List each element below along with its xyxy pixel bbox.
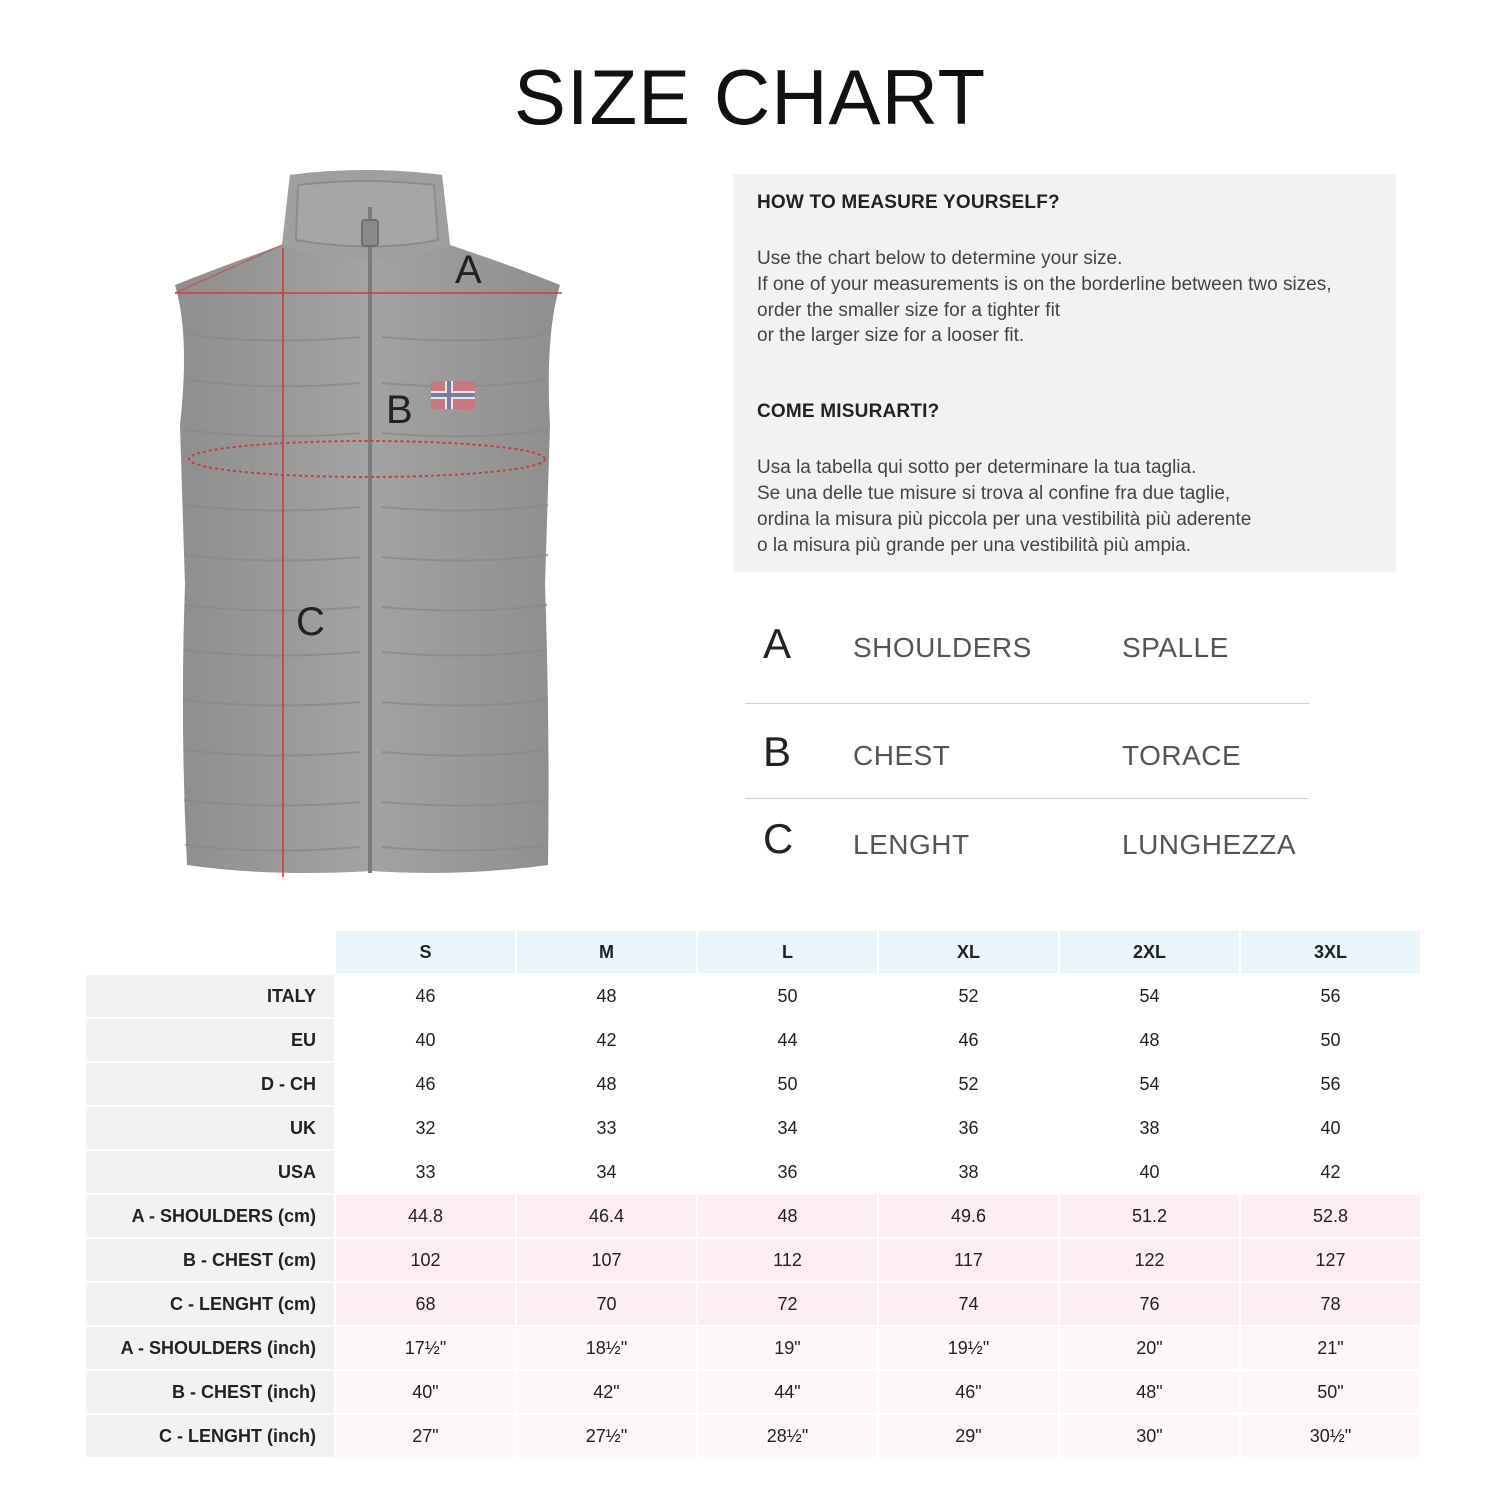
table-cell: 38: [958, 1161, 979, 1182]
table-cell: 30": [1060, 1415, 1239, 1457]
table-cell: 34: [596, 1161, 617, 1182]
measure-heading-it: COME MISURARTI?: [757, 401, 940, 423]
row-label: EU: [86, 1019, 334, 1061]
table-cell: 40: [1320, 1117, 1341, 1138]
table-cell: 34: [777, 1117, 798, 1138]
table-row: [86, 1239, 1420, 1281]
table-cell: 46.4: [517, 1195, 696, 1237]
table-cell: 42: [596, 1029, 617, 1050]
diagram-label-c: C: [296, 600, 325, 644]
table-cell: 54: [1139, 985, 1160, 1006]
row-label: C - LENGHT (cm): [86, 1283, 334, 1325]
table-cell: 29": [879, 1415, 1058, 1457]
diagram-label-a: A: [455, 248, 482, 292]
table-cell: 52: [958, 985, 979, 1006]
measurement-legend: [745, 600, 1309, 889]
size-header: L: [698, 931, 877, 973]
size-table: [84, 929, 1422, 1459]
table-cell: 19½": [879, 1327, 1058, 1369]
table-row: [86, 1151, 1420, 1193]
size-header: XL: [879, 931, 1058, 973]
table-cell: 30½": [1241, 1415, 1420, 1457]
legend-row-c: [745, 799, 1309, 889]
table-cell: 27½": [517, 1415, 696, 1457]
table-cell: 50: [1320, 1029, 1341, 1050]
row-label: D - CH: [86, 1063, 334, 1105]
table-cell: 42": [517, 1371, 696, 1413]
row-label: B - CHEST (inch): [86, 1371, 334, 1413]
legend-en: SHOULDERS: [853, 632, 1032, 663]
table-cell: 46: [415, 1073, 436, 1094]
table-row: [86, 1195, 1420, 1237]
measure-instructions: [733, 174, 1396, 572]
table-row: [86, 1415, 1420, 1457]
diagram-label-b: B: [386, 388, 413, 432]
row-label: A - SHOULDERS (inch): [86, 1327, 334, 1369]
table-cell: 38: [1139, 1117, 1160, 1138]
table-cell: 76: [1060, 1283, 1239, 1325]
legend-it: LUNGHEZZA: [1122, 829, 1297, 860]
table-cell: 48: [1139, 1029, 1160, 1050]
table-cell: 117: [879, 1239, 1058, 1281]
table-cell: 70: [517, 1283, 696, 1325]
table-cell: 52.8: [1241, 1195, 1420, 1237]
table-cell: 40": [336, 1371, 515, 1413]
table-cell: 52: [958, 1073, 979, 1094]
table-row: [86, 1283, 1420, 1325]
table-cell: 18½": [517, 1327, 696, 1369]
table-cell: 46: [415, 985, 436, 1006]
table-cell: 42: [1320, 1161, 1341, 1182]
table-cell: 48: [596, 1073, 617, 1094]
size-header: 3XL: [1241, 931, 1420, 973]
table-cell: 51.2: [1060, 1195, 1239, 1237]
table-cell: 40: [415, 1029, 436, 1050]
table-corner: [86, 931, 334, 973]
row-label: UK: [86, 1107, 334, 1149]
table-row: [86, 1063, 1420, 1105]
table-cell: 40: [1139, 1161, 1160, 1182]
table-cell: 74: [879, 1283, 1058, 1325]
row-label: B - CHEST (cm): [86, 1239, 334, 1281]
table-row: [86, 1371, 1420, 1413]
table-cell: 46: [958, 1029, 979, 1050]
size-header: 2XL: [1060, 931, 1239, 973]
size-header: S: [336, 931, 515, 973]
table-cell: 19": [698, 1327, 877, 1369]
legend-letter: C: [763, 815, 794, 862]
table-cell: 72: [698, 1283, 877, 1325]
table-cell: 27": [336, 1415, 515, 1457]
table-cell: 49.6: [879, 1195, 1058, 1237]
measure-text-en: Use the chart below to determine your size. If one of your measurements is on the borderline between two sizes, order the smaller size for a tighter fit or the larger size for a looser fit.: [757, 248, 1332, 347]
legend-en: CHEST: [853, 740, 951, 771]
row-label: USA: [86, 1151, 334, 1193]
table-cell: 44: [777, 1029, 798, 1050]
table-cell: 36: [777, 1161, 798, 1182]
table-cell: 44.8: [336, 1195, 515, 1237]
table-cell: 107: [517, 1239, 696, 1281]
row-label: A - SHOULDERS (cm): [86, 1195, 334, 1237]
vest-body: [175, 170, 560, 873]
table-cell: 28½": [698, 1415, 877, 1457]
table-row: [86, 1019, 1420, 1061]
table-cell: 44": [698, 1371, 877, 1413]
table-cell: 122: [1060, 1239, 1239, 1281]
vest-diagram: [150, 165, 590, 885]
table-cell: 20": [1060, 1327, 1239, 1369]
table-cell: 48": [1060, 1371, 1239, 1413]
row-label: C - LENGHT (inch): [86, 1415, 334, 1457]
table-cell: 68: [336, 1283, 515, 1325]
flag-icon: [431, 381, 475, 409]
table-cell: 50: [777, 1073, 798, 1094]
table-cell: 17½": [336, 1327, 515, 1369]
legend-it: SPALLE: [1122, 632, 1229, 663]
legend-en: LENGHT: [853, 829, 970, 860]
table-header-row: [86, 931, 1420, 973]
table-cell: 48: [596, 985, 617, 1006]
size-header: M: [517, 931, 696, 973]
table-row: [86, 1327, 1420, 1369]
table-cell: 48: [698, 1195, 877, 1237]
table-cell: 112: [698, 1239, 877, 1281]
table-cell: 56: [1320, 985, 1341, 1006]
table-row: [86, 1107, 1420, 1149]
table-cell: 102: [336, 1239, 515, 1281]
table-cell: 50: [777, 985, 798, 1006]
measure-text-it: Usa la tabella qui sotto per determinare la tua taglia. Se una delle tue misure si trova al confine fra due taglie, ordina la misura più piccola per una vestibilità più aderente o la misura più grande per una vestibilità più ampia.: [757, 457, 1252, 556]
table-cell: 56: [1320, 1073, 1341, 1094]
legend-row-a: [745, 600, 1309, 704]
table-cell: 50": [1241, 1371, 1420, 1413]
legend-row-b: [745, 704, 1309, 799]
legend-it: TORACE: [1122, 740, 1242, 771]
table-cell: 78: [1241, 1283, 1420, 1325]
legend-letter: B: [763, 728, 792, 775]
legend-letter: A: [763, 620, 792, 667]
table-cell: 21": [1241, 1327, 1420, 1369]
table-cell: 33: [415, 1161, 436, 1182]
table-cell: 32: [415, 1117, 436, 1138]
row-label: ITALY: [86, 975, 334, 1017]
table-cell: 36: [958, 1117, 979, 1138]
table-row: [86, 975, 1420, 1017]
table-cell: 46": [879, 1371, 1058, 1413]
table-cell: 127: [1241, 1239, 1420, 1281]
table-cell: 33: [596, 1117, 617, 1138]
table-cell: 54: [1139, 1073, 1160, 1094]
measure-heading-en: HOW TO MEASURE YOURSELF?: [757, 192, 1060, 213]
page-title: SIZE CHART: [513, 53, 987, 141]
